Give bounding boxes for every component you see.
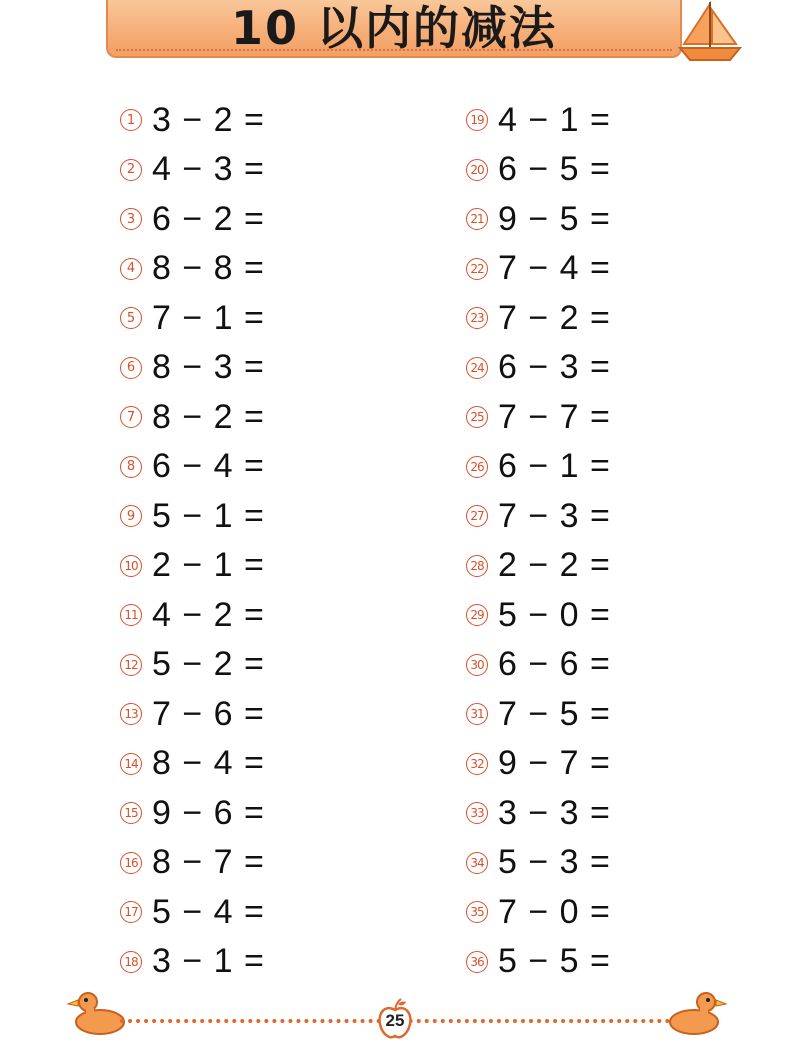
problem-item (466, 397, 611, 437)
page-title: 10 以内的减法 (230, 1, 558, 55)
problem-number: 12 (120, 654, 142, 676)
problem-expression: 9 − 7 = (498, 744, 611, 782)
problem-expression: 3 − 2 = (152, 100, 265, 139)
problem-item (120, 397, 265, 437)
problem-item (120, 546, 265, 586)
problem-expression: 7 − 7 = (498, 397, 611, 436)
problem-expression: 2 − 2 = (498, 546, 611, 584)
problem-item (466, 348, 611, 388)
problem-item (120, 298, 265, 338)
problem-item (120, 348, 265, 388)
problem-number: 32 (466, 753, 488, 775)
problem-expression: 8 − 2 = (152, 397, 265, 436)
problem-expression: 5 − 3 = (498, 843, 611, 881)
problem-number: 28 (466, 555, 488, 577)
problem-expression: 7 − 5 = (498, 694, 611, 733)
problem-number: 34 (466, 852, 488, 874)
problem-expression: 6 − 5 = (498, 150, 611, 188)
problem-number: 31 (466, 703, 488, 725)
problem-number: 29 (466, 604, 488, 626)
problem-number: 33 (466, 802, 488, 824)
problem-expression: 2 − 1 = (152, 546, 265, 584)
problem-number: 30 (466, 654, 488, 676)
problem-item (466, 694, 611, 734)
problem-item (120, 199, 265, 239)
problem-expression: 8 − 3 = (152, 348, 265, 386)
problem-number: 18 (120, 951, 142, 973)
problem-number: 25 (466, 406, 488, 428)
problem-number: 22 (466, 258, 488, 280)
problem-expression: 7 − 0 = (498, 892, 611, 931)
problem-item (466, 793, 611, 833)
problem-number: 7 (120, 406, 142, 428)
problem-expression: 4 − 2 = (152, 595, 265, 634)
problem-number: 19 (466, 109, 488, 131)
problem-expression: 6 − 3 = (498, 348, 611, 386)
problem-expression: 6 − 1 = (498, 447, 611, 485)
problem-number: 36 (466, 951, 488, 973)
problem-number: 21 (466, 208, 488, 230)
problem-number: 23 (466, 307, 488, 329)
problem-expression: 6 − 2 = (152, 199, 265, 238)
problem-item (120, 595, 265, 635)
problem-number: 9 (120, 505, 142, 527)
problem-item (120, 942, 265, 982)
bird-icon (664, 988, 728, 1040)
problem-item (120, 496, 265, 536)
problem-item (466, 942, 611, 982)
problem-item (466, 843, 611, 883)
problem-item (466, 595, 611, 635)
problem-expression: 3 − 1 = (152, 942, 265, 980)
problem-number: 2 (120, 159, 142, 181)
problem-item (466, 496, 611, 536)
problem-expression: 8 − 7 = (152, 843, 265, 881)
problem-item (466, 447, 611, 487)
problem-number: 8 (120, 456, 142, 478)
problem-expression: 8 − 4 = (152, 744, 265, 782)
problem-number: 35 (466, 901, 488, 923)
problem-expression: 9 − 5 = (498, 199, 611, 238)
problem-number: 1 (120, 109, 142, 131)
problem-expression: 7 − 4 = (498, 249, 611, 287)
problem-number: 16 (120, 852, 142, 874)
problem-expression: 5 − 1 = (152, 496, 265, 535)
problem-expression: 3 − 3 = (498, 793, 611, 832)
page-number: 25 (385, 1011, 405, 1030)
problem-item (120, 249, 265, 289)
problem-expression: 4 − 3 = (152, 150, 265, 188)
problem-expression: 5 − 0 = (498, 595, 611, 634)
problem-expression: 6 − 6 = (498, 645, 611, 683)
problem-number: 10 (120, 555, 142, 577)
problem-number: 11 (120, 604, 142, 626)
problem-expression: 9 − 6 = (152, 793, 265, 832)
problem-item (120, 694, 265, 734)
problem-item (120, 843, 265, 883)
problem-number: 24 (466, 357, 488, 379)
problem-expression: 5 − 4 = (152, 892, 265, 931)
problem-number: 6 (120, 357, 142, 379)
problem-item (120, 744, 265, 784)
problem-number: 26 (466, 456, 488, 478)
problem-item (120, 793, 265, 833)
problem-item (466, 546, 611, 586)
problem-expression: 8 − 8 = (152, 249, 265, 287)
problem-item (466, 892, 611, 932)
problem-expression: 7 − 3 = (498, 496, 611, 535)
bird-icon (66, 988, 130, 1040)
problem-item (466, 744, 611, 784)
problem-item (120, 100, 265, 140)
problem-number: 27 (466, 505, 488, 527)
problem-expression: 7 − 2 = (498, 298, 611, 337)
problem-expression: 7 − 1 = (152, 298, 265, 337)
problem-number: 3 (120, 208, 142, 230)
problem-item (466, 645, 611, 685)
problem-expression: 6 − 4 = (152, 447, 265, 485)
problem-item (466, 100, 611, 140)
problem-item (120, 892, 265, 932)
problem-item (466, 249, 611, 289)
problem-item (466, 298, 611, 338)
problem-number: 5 (120, 307, 142, 329)
problem-expression: 4 − 1 = (498, 100, 611, 139)
problem-item (466, 150, 611, 190)
problem-item (466, 199, 611, 239)
problem-item (120, 150, 265, 190)
problem-item (120, 645, 265, 685)
problem-number: 4 (120, 258, 142, 280)
problem-item (120, 447, 265, 487)
problem-expression: 5 − 2 = (152, 645, 265, 683)
problem-number: 17 (120, 901, 142, 923)
problem-number: 13 (120, 703, 142, 725)
problem-expression: 7 − 6 = (152, 694, 265, 733)
problem-number: 20 (466, 159, 488, 181)
problem-number: 15 (120, 802, 142, 824)
problem-number: 14 (120, 753, 142, 775)
problem-expression: 5 − 5 = (498, 942, 611, 980)
